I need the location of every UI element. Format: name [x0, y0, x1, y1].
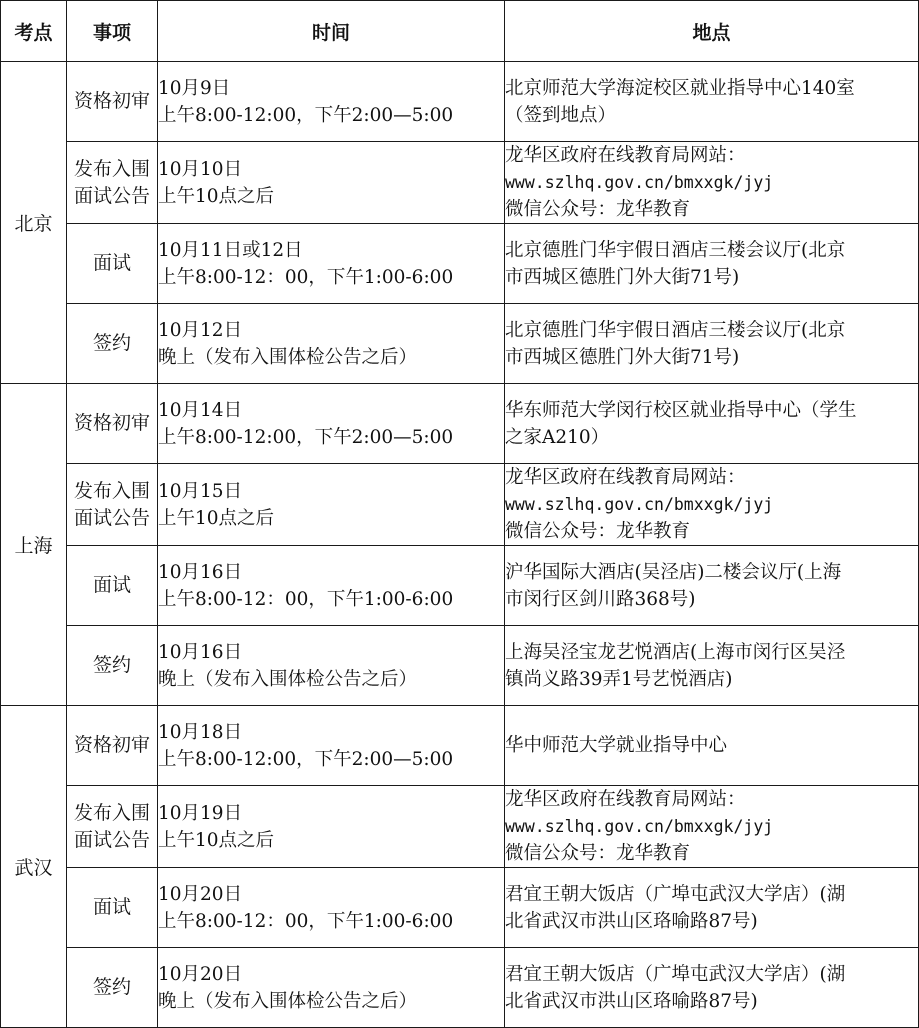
item-text [74, 156, 150, 210]
table-row [1, 304, 919, 384]
time-line: 10月20日 [158, 883, 243, 905]
item-text [93, 250, 131, 277]
item-cell [67, 304, 158, 384]
item-text [74, 478, 150, 532]
place-line: 北京德胜门华宇假日酒店三楼会议厅(北京 [505, 239, 846, 261]
time-line: 10月12日 [158, 319, 243, 341]
time-line: 晚上（发布入围体检公告之后） [158, 990, 418, 1012]
place-line: 微信公众号：龙华教育 [505, 521, 691, 542]
place-line: 北京师范大学海淀校区就业指导中心140室 [505, 77, 855, 99]
item-line: 资格初审 [73, 90, 150, 112]
item-line: 资格初审 [73, 734, 150, 756]
table-row [1, 384, 919, 464]
item-line: 面试 [92, 252, 131, 274]
website-link[interactable]: www.szlhq.gov.cn/bmxxgk/jyj [505, 173, 774, 192]
place-line: 市西城区德胜门外大街71号) [505, 346, 740, 368]
time-cell [158, 786, 505, 868]
item-line: 面试公告 [73, 506, 150, 529]
table-row [1, 546, 919, 626]
time-line: 10月18日 [158, 721, 243, 743]
item-cell [67, 62, 158, 142]
item-cell [67, 948, 158, 1028]
item-text [74, 410, 150, 437]
time-line: 10月16日 [158, 561, 243, 583]
place-line: 龙华区政府在线教育局网站： [505, 467, 746, 488]
item-line: 面试公告 [73, 184, 150, 207]
place-line: 北省武汉市洪山区珞喻路87号) [505, 990, 758, 1012]
place-cell [505, 626, 919, 706]
place-line: 北京德胜门华宇假日酒店三楼会议厅(北京 [505, 319, 846, 341]
time-cell [158, 626, 505, 706]
website-link[interactable]: www.szlhq.gov.cn/bmxxgk/jyj [505, 495, 774, 514]
time-line: 上午10点之后 [158, 185, 275, 207]
item-cell [67, 626, 158, 706]
place-line: 北省武汉市洪山区珞喻路87号) [505, 910, 758, 932]
header-item: 事项 [67, 1, 158, 62]
place-line: 龙华区政府在线教育局网站： [505, 145, 746, 166]
table-row [1, 224, 919, 304]
item-cell [67, 546, 158, 626]
item-text [93, 974, 131, 1001]
item-line: 面试 [92, 896, 131, 918]
header-venue: 考点 [1, 1, 67, 62]
time-cell [158, 464, 505, 546]
place-line: 市西城区德胜门外大街71号) [505, 266, 740, 288]
time-cell [158, 304, 505, 384]
venue-cell: 北京 [1, 62, 67, 384]
place-cell [505, 546, 919, 626]
item-cell [67, 224, 158, 304]
time-cell [158, 948, 505, 1028]
place-line: 之家A210） [505, 426, 610, 448]
time-line: 晚上（发布入围体检公告之后） [158, 668, 418, 690]
item-text [93, 652, 131, 679]
item-line: 签约 [92, 976, 131, 998]
table-row [1, 706, 919, 786]
time-line: 上午8:00-12：00，下午1:00-6:00 [158, 588, 454, 610]
item-text [74, 732, 150, 759]
time-line: 10月9日 [158, 77, 231, 99]
header-place: 地点 [505, 1, 919, 62]
table-row [1, 62, 919, 142]
table-row [1, 868, 919, 948]
time-cell [158, 546, 505, 626]
table-row [1, 786, 919, 868]
time-line: 上午10点之后 [158, 829, 275, 851]
place-line: 上海吴泾宝龙艺悦酒店(上海市闵行区吴泾 [505, 641, 846, 663]
item-text [93, 894, 131, 921]
item-text [74, 800, 150, 854]
item-cell [67, 706, 158, 786]
item-cell [67, 464, 158, 546]
header-row [1, 1, 919, 62]
item-line: 面试公告 [73, 828, 150, 851]
table-row [1, 626, 919, 706]
time-line: 上午8:00-12：00，下午1:00-6:00 [158, 266, 454, 288]
place-cell [505, 62, 919, 142]
place-cell [505, 304, 919, 384]
place-line: 华中师范大学就业指导中心 [505, 735, 728, 756]
item-line: 发布入围 [73, 157, 150, 180]
time-line: 上午8:00-12:00，下午2:00—5:00 [158, 104, 454, 126]
place-line: 微信公众号：龙华教育 [505, 843, 691, 864]
time-cell [158, 868, 505, 948]
place-cell [505, 706, 919, 786]
item-cell [67, 142, 158, 224]
time-line: 上午8:00-12：00，下午1:00-6:00 [158, 910, 454, 932]
place-line: 沪华国际大酒店(吴泾店)二楼会议厅(上海 [505, 561, 842, 583]
time-line: 晚上（发布入围体检公告之后） [158, 346, 418, 368]
place-cell [505, 464, 919, 546]
schedule-body [1, 62, 919, 1028]
item-text [93, 572, 131, 599]
time-cell [158, 142, 505, 224]
place-cell [505, 142, 919, 224]
time-line: 10月14日 [158, 399, 243, 421]
place-line: 龙华区政府在线教育局网站： [505, 789, 746, 810]
place-cell [505, 224, 919, 304]
item-line: 面试 [92, 574, 131, 596]
time-cell [158, 706, 505, 786]
place-line: 镇尚义路39弄1号艺悦酒店) [505, 668, 733, 690]
place-line: （签到地点） [505, 104, 617, 126]
item-cell [67, 786, 158, 868]
table-row [1, 948, 919, 1028]
time-line: 上午8:00-12:00，下午2:00—5:00 [158, 748, 454, 770]
place-cell [505, 948, 919, 1028]
place-cell [505, 868, 919, 948]
time-line: 上午8:00-12:00，下午2:00—5:00 [158, 426, 454, 448]
place-line: 市闵行区剑川路368号) [505, 588, 696, 610]
time-cell [158, 224, 505, 304]
header-time: 时间 [158, 1, 505, 62]
table-row [1, 464, 919, 546]
time-line: 10月19日 [158, 802, 243, 824]
item-line: 签约 [92, 654, 131, 676]
place-line: 华东师范大学闵行校区就业指导中心（学生 [505, 399, 857, 421]
item-cell [67, 868, 158, 948]
time-line: 上午10点之后 [158, 507, 275, 529]
item-line: 发布入围 [73, 479, 150, 502]
place-cell [505, 384, 919, 464]
time-line: 10月11日或12日 [158, 239, 303, 261]
table-row [1, 142, 919, 224]
venue-cell: 上海 [1, 384, 67, 706]
place-line: 君宜王朝大饭店（广埠屯武汉大学店）(湖 [505, 883, 846, 905]
item-text [74, 88, 150, 115]
time-cell [158, 62, 505, 142]
website-link[interactable]: www.szlhq.gov.cn/bmxxgk/jyj [505, 817, 774, 836]
item-line: 签约 [92, 332, 131, 354]
place-cell [505, 786, 919, 868]
time-line: 10月15日 [158, 480, 243, 502]
item-line: 资格初审 [73, 412, 150, 434]
place-line: 微信公众号：龙华教育 [505, 199, 691, 220]
time-line: 10月20日 [158, 963, 243, 985]
venue-cell: 武汉 [1, 706, 67, 1028]
time-cell [158, 384, 505, 464]
time-line: 10月16日 [158, 641, 243, 663]
item-line: 发布入围 [73, 801, 150, 824]
item-cell [67, 384, 158, 464]
place-line: 君宜王朝大饭店（广埠屯武汉大学店）(湖 [505, 963, 846, 985]
item-text [93, 330, 131, 357]
time-line: 10月10日 [158, 158, 243, 180]
